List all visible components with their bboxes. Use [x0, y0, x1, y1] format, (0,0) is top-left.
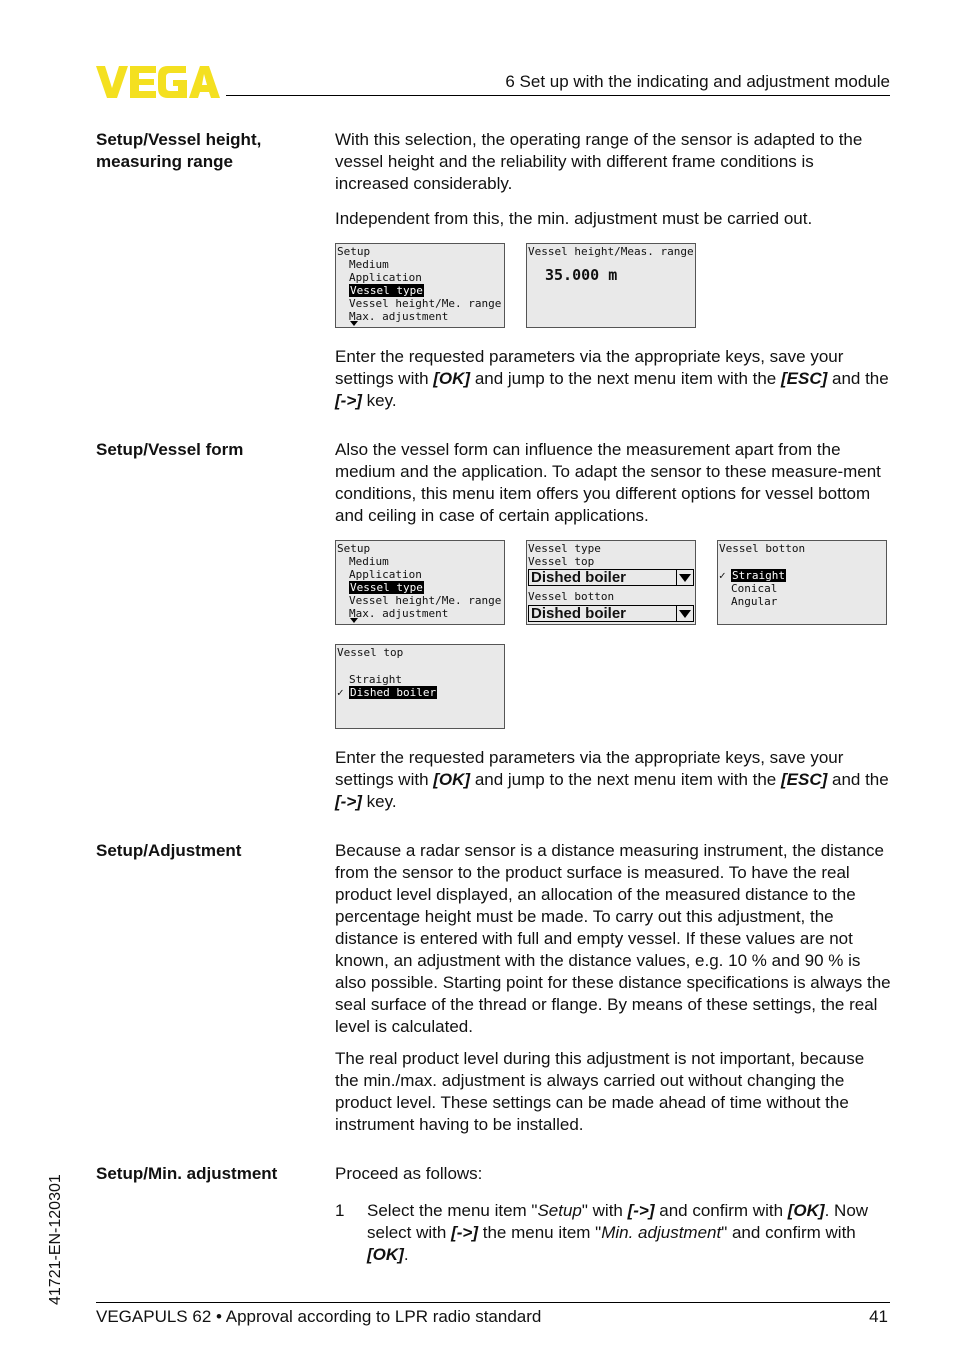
scroll-down-icon	[350, 321, 358, 326]
document-id: 41721-EN-120301	[47, 1174, 64, 1305]
paragraph: Independent from this, the min. adjustment must be carried out.	[335, 209, 813, 228]
dropdown-arrow-icon	[676, 570, 693, 585]
footer-title: VEGAPULS 62 • Approval according to LPR radio standard	[96, 1307, 542, 1326]
step-number: 1	[335, 1201, 345, 1220]
section-heading-min-adjustment: Setup/Min. adjustment	[96, 1164, 278, 1183]
vessel-bottom-select: Dished boiler	[528, 605, 694, 622]
dropdown-arrow-icon	[676, 606, 693, 621]
section-heading-vessel-height: Setup/Vessel height, measuring range	[96, 130, 262, 171]
page-number: 41	[869, 1307, 888, 1326]
vessel-height-unit: m	[608, 266, 618, 284]
paragraph: Also the vessel form can influence the measurement apart from the medium and the application. To adapt the sensor to these measure-ment conditions, this menu item offers you different options for vessel bottom and ceiling in case of certain applications.	[335, 440, 881, 525]
section-heading-adjustment: Setup/Adjustment	[96, 841, 242, 860]
instruction-paragraph: Enter the requested parameters via the appropriate keys, save your settings with [OK] and jump to the next menu item with the [ESC] and the [->] key.	[335, 347, 889, 410]
header-divider	[226, 95, 890, 96]
paragraph: With this selection, the operating range of the sensor is adapted to the vessel height and the reliability with different frame conditions is increased considerably.	[335, 130, 863, 193]
lcd-setup-menu: Setup Medium Application Vessel type Vessel height/Me. range Max. adjustment	[335, 243, 505, 328]
check-icon: ✓	[337, 686, 344, 699]
step-text: Select the menu item "Setup" with [->] and confirm with [OK]. Now select with [->] the menu item "Min. adjustment" and confirm with [OK].	[367, 1201, 869, 1264]
lcd-vessel-bottom: Vessel botton ✓ Straight Conical Angular	[717, 540, 887, 625]
step-list	[335, 1200, 891, 1266]
vessel-height-value: 35.000	[545, 266, 600, 284]
section-heading-vessel-form: Setup/Vessel form	[96, 440, 244, 459]
paragraph: Proceed as follows:	[335, 1164, 483, 1183]
paragraph: Because a radar sensor is a distance measuring instrument, the distance from the sensor to the product surface is measured. To have the real product level displayed, an allocation of the measured distance to the percentage height must be made. To carry out this adjustment, the distance is entered with full and empty vessel. If these values are not known, an adjustment with the distance values, e.g. 10 % and 90 % is also possible. Starting point for these distance specifications is always the seal surface of the thread or flange. By means of these settings, the real level is calculated.	[335, 841, 891, 1036]
paragraph: The real product level during this adjustment is not important, because the min./max. adjustment is always carried out without changing the product level. These settings can be made ahead of time without the instrument having to be installed.	[335, 1049, 865, 1134]
chapter-title: 6 Set up with the indicating and adjustment module	[505, 72, 890, 91]
instruction-paragraph: Enter the requested parameters via the appropriate keys, save your settings with [OK] and jump to the next menu item with the [ESC] and the [->] key.	[335, 748, 889, 811]
check-icon: ✓	[719, 569, 726, 582]
lcd-vessel-type: Vessel type Vessel top Dished boiler Vessel botton Dished boiler	[526, 540, 696, 625]
scroll-down-icon	[350, 618, 358, 623]
lcd-vessel-top: Vessel top Straight ✓ Dished boiler	[335, 644, 505, 729]
lcd-setup-menu: Setup Medium Application Vessel type Vessel height/Me. range Max. adjustment	[335, 540, 505, 625]
footer-divider	[96, 1302, 890, 1303]
vessel-top-select: Dished boiler	[528, 569, 694, 586]
vega-logo	[96, 66, 220, 98]
lcd-vessel-height: Vessel height/Meas. range 35.000 m	[526, 243, 696, 328]
